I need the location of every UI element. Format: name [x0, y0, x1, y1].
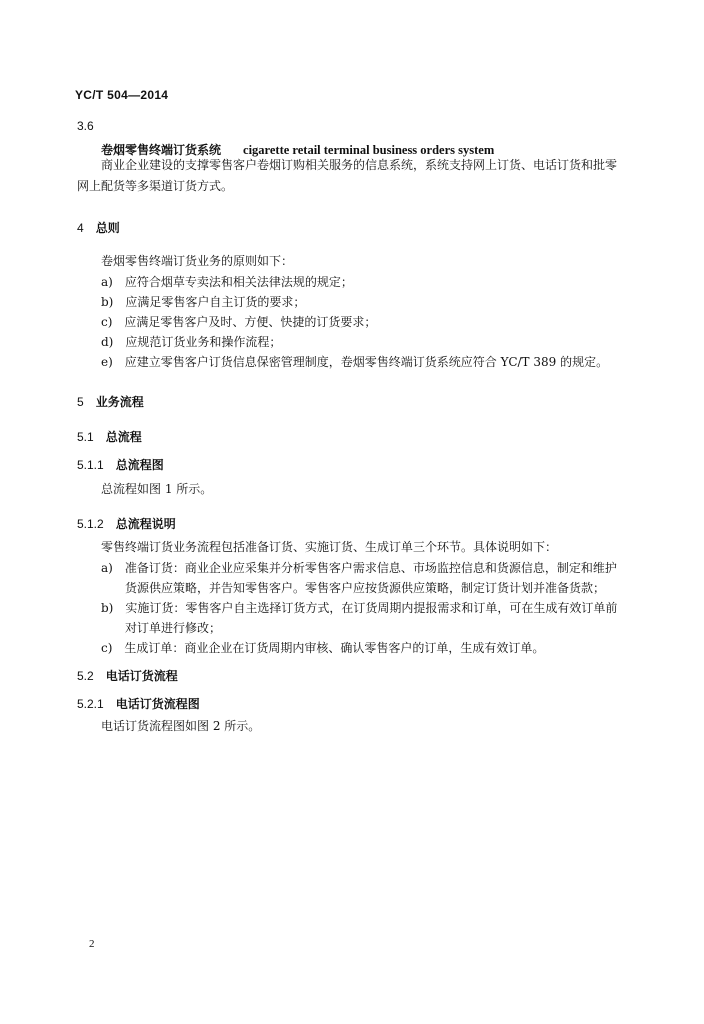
section-number: 5.1.2 — [77, 517, 104, 531]
list-item — [101, 598, 617, 618]
section-number: 5.1 — [77, 430, 94, 444]
list-marker: c) — [101, 315, 113, 329]
term-number: 3.6 — [77, 119, 94, 133]
standard-code-header: YC/T 504—2014 — [75, 88, 169, 102]
section-heading-5-2 — [77, 665, 178, 684]
section-5-1-1-text: 总流程如图 1 所示。 — [101, 482, 213, 496]
section-title: 总则 — [95, 221, 120, 235]
section-title: 总流程 — [105, 430, 142, 444]
section-title: 业务流程 — [95, 395, 144, 409]
list-item-text: 生成订单：商业企业在订货周期内审核、确认零售客户的订单，生成有效订单。 — [124, 641, 545, 655]
section-title: 电话订货流程图 — [115, 697, 200, 711]
section-heading-5-1-1 — [77, 454, 164, 473]
list-item-text: 应满足零售客户及时、方便、快捷的订货要求； — [124, 315, 377, 329]
list-item — [101, 292, 305, 312]
section-5-2-1-text: 电话订货流程图如图 2 所示。 — [101, 719, 261, 733]
list-item — [101, 352, 608, 372]
list-item-continuation: 对订单进行修改； — [125, 621, 222, 635]
section-heading-4 — [77, 217, 120, 236]
list-item — [101, 332, 281, 352]
term-title-en: cigarette retail terminal business orders system — [243, 143, 495, 157]
term-title-zh: 卷烟零售终端订货系统 — [101, 143, 222, 157]
section-number: 5.2.1 — [77, 697, 104, 711]
section-title: 总流程图 — [115, 458, 164, 472]
list-marker: c) — [101, 641, 113, 655]
list-marker: a) — [101, 561, 113, 575]
section-title: 电话订货流程 — [105, 669, 178, 683]
section-number: 4 — [77, 221, 84, 235]
list-marker: d) — [101, 335, 114, 349]
list-item — [101, 312, 376, 332]
list-item-text: 应建立零售客户订货信息保密管理制度，卷烟零售终端订货系统应符合 YC/T 389 的规定。 — [124, 355, 609, 369]
section-heading-5 — [77, 391, 144, 410]
page-number: 2 — [89, 938, 95, 950]
list-item-text: 应规范订货业务和操作流程； — [125, 335, 282, 349]
list-item — [101, 272, 353, 292]
term-definition-line-1: 商业企业建设的支撑零售客户卷烟订购相关服务的信息系统，系统支持网上订货、电话订货和批零 — [101, 158, 618, 172]
list-item — [101, 558, 617, 578]
section-heading-5-1 — [77, 426, 142, 445]
section-5-1-2-intro: 零售终端订货业务流程包括准备订货、实施订货、生成订单三个环节。具体说明如下： — [101, 540, 558, 554]
section-number: 5.2 — [77, 669, 94, 683]
term-definition-line-2: 网上配货等多渠道订货方式。 — [77, 179, 234, 193]
section-heading-5-2-1 — [77, 693, 200, 712]
list-item-text: 准备订货：商业企业应采集并分析零售客户需求信息、市场监控信息和货源信息，制定和维护 — [124, 561, 617, 575]
section-title: 总流程说明 — [115, 517, 176, 531]
list-marker: b) — [101, 601, 114, 615]
section-4-intro: 卷烟零售终端订货业务的原则如下： — [101, 254, 294, 268]
list-item-text: 应满足零售客户自主订货的要求； — [125, 295, 306, 309]
list-marker: e) — [101, 355, 113, 369]
list-item — [101, 638, 544, 658]
list-item-text: 应符合烟草专卖法和相关法律法规的规定； — [124, 275, 353, 289]
list-item-continuation: 货源供应策略，并告知零售客户。零售客户应按货源供应策略，制定订货计划并准备货款； — [125, 581, 606, 595]
list-item-text: 实施订货：零售客户自主选择订货方式，在订货周期内提报需求和订单，可在生成有效订单前 — [125, 601, 618, 615]
section-number: 5.1.1 — [77, 458, 104, 472]
list-marker: a) — [101, 275, 113, 289]
section-heading-5-1-2 — [77, 513, 176, 532]
list-marker: b) — [101, 295, 114, 309]
section-number: 5 — [77, 395, 84, 409]
